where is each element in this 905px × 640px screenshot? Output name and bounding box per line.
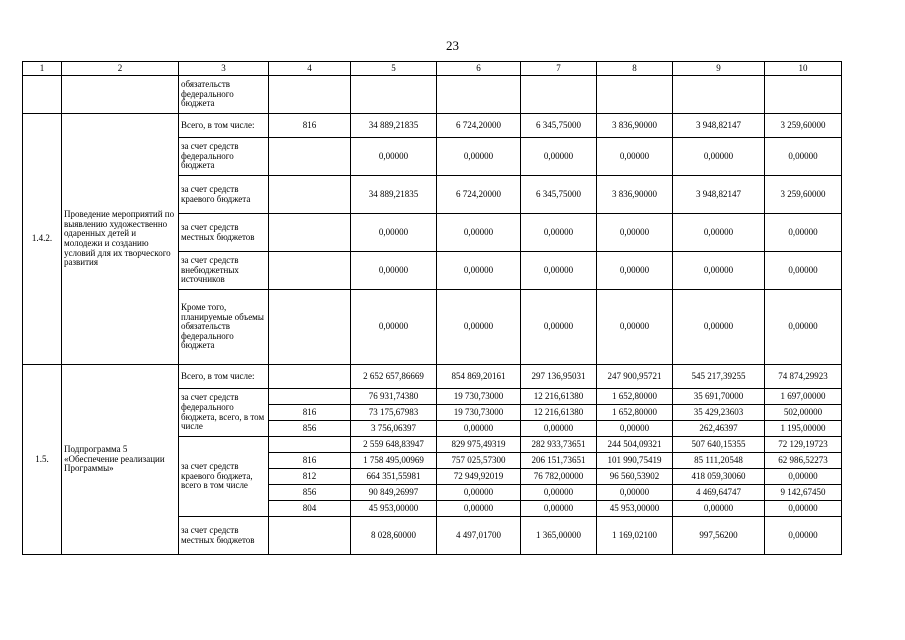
header-cell: 10 [765, 62, 842, 76]
header-cell: 6 [437, 62, 521, 76]
table-row [23, 365, 842, 389]
source-cell: за счет средств местных бюджетов [179, 517, 269, 555]
value-cell: 0,00000 [437, 485, 521, 501]
value-cell: 0,00000 [437, 252, 521, 290]
value-cell: 12 216,61380 [521, 389, 597, 405]
value-cell: 0,00000 [597, 214, 673, 252]
value-cell: 1 169,02100 [597, 517, 673, 555]
table-row [23, 76, 842, 114]
value-cell: 6 345,75000 [521, 176, 597, 214]
header-cell: 4 [269, 62, 351, 76]
grbs-cell [269, 138, 351, 176]
value-cell: 2 652 657,86669 [351, 365, 437, 389]
header-cell: 5 [351, 62, 437, 76]
source-cell: за счет средств внебюджетных источников [179, 252, 269, 290]
value-cell: 12 216,61380 [521, 405, 597, 421]
grbs-cell: 816 [269, 453, 351, 469]
value-cell: 1 195,00000 [765, 421, 842, 437]
header-cell: 3 [179, 62, 269, 76]
value-cell: 3 836,90000 [597, 176, 673, 214]
value-cell: 507 640,15355 [673, 437, 765, 453]
page-number: 23 [446, 38, 459, 53]
value-cell: 3 948,82147 [673, 114, 765, 138]
value-cell: 244 504,09321 [597, 437, 673, 453]
grbs-cell: 856 [269, 421, 351, 437]
value-cell: 2 559 648,83947 [351, 437, 437, 453]
source-cell: за счет средств федерального бюджета [179, 138, 269, 176]
header-row [23, 62, 842, 76]
value-cell: 0,00000 [437, 214, 521, 252]
source-cell: Всего, в том числе: [179, 114, 269, 138]
source-cell: Всего, в том числе: [179, 365, 269, 389]
value-cell: 502,00000 [765, 405, 842, 421]
value-cell: 0,00000 [521, 501, 597, 517]
grbs-cell: 856 [269, 485, 351, 501]
header-cell: 1 [23, 62, 62, 76]
value-cell: 0,00000 [673, 252, 765, 290]
value-cell: 545 217,39255 [673, 365, 765, 389]
value-cell: 0,00000 [521, 214, 597, 252]
value-cell: 6 724,20000 [437, 176, 521, 214]
value-cell: 418 059,30060 [673, 469, 765, 485]
value-cell: 0,00000 [597, 485, 673, 501]
code-cell: 1.4.2. [23, 114, 62, 365]
grbs-cell [269, 290, 351, 365]
value-cell: 62 986,52273 [765, 453, 842, 469]
value-cell: 0,00000 [765, 290, 842, 365]
value-cell: 0,00000 [765, 501, 842, 517]
grbs-cell [269, 76, 351, 114]
value-cell: 3 259,60000 [765, 176, 842, 214]
grbs-cell: 816 [269, 405, 351, 421]
name-cell: Проведение мероприятий по выявлению художественно одаренных детей и молодежи и созданию условий для их творческого развития [62, 114, 179, 365]
value-cell: 0,00000 [765, 469, 842, 485]
grbs-cell [269, 214, 351, 252]
value-cell: 85 111,20548 [673, 453, 765, 469]
value-cell: 4 497,01700 [437, 517, 521, 555]
value-cell: 757 025,57300 [437, 453, 521, 469]
value-cell [437, 76, 521, 114]
name-cell: Подпрограмма 5 «Обеспечение реализации Программы» [62, 365, 179, 555]
value-cell [351, 76, 437, 114]
header-cell: 9 [673, 62, 765, 76]
value-cell: 76 782,00000 [521, 469, 597, 485]
table-row [23, 114, 842, 138]
value-cell: 3 756,06397 [351, 421, 437, 437]
value-cell: 8 028,60000 [351, 517, 437, 555]
value-cell: 45 953,00000 [597, 501, 673, 517]
value-cell: 3 948,82147 [673, 176, 765, 214]
source-cell: за счет средств федерального бюджета, всего, в том числе [179, 389, 269, 437]
value-cell: 247 900,95721 [597, 365, 673, 389]
value-cell: 829 975,49319 [437, 437, 521, 453]
value-cell: 96 560,53902 [597, 469, 673, 485]
header-cell: 7 [521, 62, 597, 76]
code-cell: 1.5. [23, 365, 62, 555]
value-cell: 90 849,26997 [351, 485, 437, 501]
value-cell: 297 136,95031 [521, 365, 597, 389]
header-cell: 2 [62, 62, 179, 76]
value-cell: 72 949,92019 [437, 469, 521, 485]
value-cell: 34 889,21835 [351, 176, 437, 214]
value-cell: 3 836,90000 [597, 114, 673, 138]
value-cell: 0,00000 [351, 138, 437, 176]
value-cell: 9 142,67450 [765, 485, 842, 501]
grbs-cell [269, 365, 351, 389]
value-cell: 0,00000 [437, 421, 521, 437]
source-cell: за счет средств местных бюджетов [179, 214, 269, 252]
value-cell: 997,56200 [673, 517, 765, 555]
source-cell: обязательств федерального бюджета [179, 76, 269, 114]
value-cell: 0,00000 [351, 290, 437, 365]
grbs-cell [269, 389, 351, 405]
value-cell: 45 953,00000 [351, 501, 437, 517]
grbs-cell: 816 [269, 114, 351, 138]
source-cell: Кроме того, планируемые объемы обязательств федерального бюджета [179, 290, 269, 365]
grbs-cell: 804 [269, 501, 351, 517]
value-cell: 0,00000 [351, 214, 437, 252]
value-cell: 73 175,67983 [351, 405, 437, 421]
value-cell: 1 758 495,00969 [351, 453, 437, 469]
value-cell: 262,46397 [673, 421, 765, 437]
value-cell: 0,00000 [437, 290, 521, 365]
grbs-cell [269, 437, 351, 453]
value-cell: 0,00000 [673, 290, 765, 365]
value-cell: 282 933,73651 [521, 437, 597, 453]
grbs-cell [269, 176, 351, 214]
value-cell: 0,00000 [521, 290, 597, 365]
value-cell: 1 697,00000 [765, 389, 842, 405]
value-cell [521, 76, 597, 114]
value-cell: 1 365,00000 [521, 517, 597, 555]
value-cell: 74 874,29923 [765, 365, 842, 389]
value-cell: 0,00000 [597, 252, 673, 290]
value-cell: 0,00000 [437, 138, 521, 176]
grbs-cell [269, 517, 351, 555]
source-cell: за счет средств краевого бюджета [179, 176, 269, 214]
header-cell: 8 [597, 62, 673, 76]
value-cell: 19 730,73000 [437, 405, 521, 421]
value-cell: 664 351,55981 [351, 469, 437, 485]
value-cell: 0,00000 [765, 252, 842, 290]
value-cell: 19 730,73000 [437, 389, 521, 405]
value-cell: 206 151,73651 [521, 453, 597, 469]
value-cell: 0,00000 [597, 421, 673, 437]
budget-table [22, 61, 842, 555]
value-cell: 0,00000 [765, 138, 842, 176]
value-cell: 0,00000 [673, 138, 765, 176]
value-cell: 34 889,21835 [351, 114, 437, 138]
grbs-cell: 812 [269, 469, 351, 485]
value-cell: 35 429,23603 [673, 405, 765, 421]
value-cell: 0,00000 [521, 485, 597, 501]
value-cell: 0,00000 [521, 252, 597, 290]
code-cell [23, 76, 62, 114]
value-cell: 1 652,80000 [597, 405, 673, 421]
value-cell: 0,00000 [765, 517, 842, 555]
value-cell: 0,00000 [673, 214, 765, 252]
value-cell: 0,00000 [765, 214, 842, 252]
value-cell: 0,00000 [351, 252, 437, 290]
value-cell: 76 931,74380 [351, 389, 437, 405]
value-cell: 0,00000 [521, 138, 597, 176]
value-cell: 0,00000 [597, 138, 673, 176]
value-cell: 0,00000 [597, 290, 673, 365]
value-cell [597, 76, 673, 114]
value-cell: 35 691,70000 [673, 389, 765, 405]
value-cell: 1 652,80000 [597, 389, 673, 405]
value-cell: 0,00000 [521, 421, 597, 437]
value-cell: 6 724,20000 [437, 114, 521, 138]
grbs-cell [269, 252, 351, 290]
value-cell: 0,00000 [437, 501, 521, 517]
source-cell: за счет средств краевого бюджета, всего в том числе [179, 437, 269, 517]
value-cell: 3 259,60000 [765, 114, 842, 138]
value-cell: 4 469,64747 [673, 485, 765, 501]
value-cell: 6 345,75000 [521, 114, 597, 138]
value-cell: 101 990,75419 [597, 453, 673, 469]
name-cell [62, 76, 179, 114]
value-cell [673, 76, 765, 114]
value-cell: 72 129,19723 [765, 437, 842, 453]
value-cell: 0,00000 [673, 501, 765, 517]
value-cell [765, 76, 842, 114]
value-cell: 854 869,20161 [437, 365, 521, 389]
